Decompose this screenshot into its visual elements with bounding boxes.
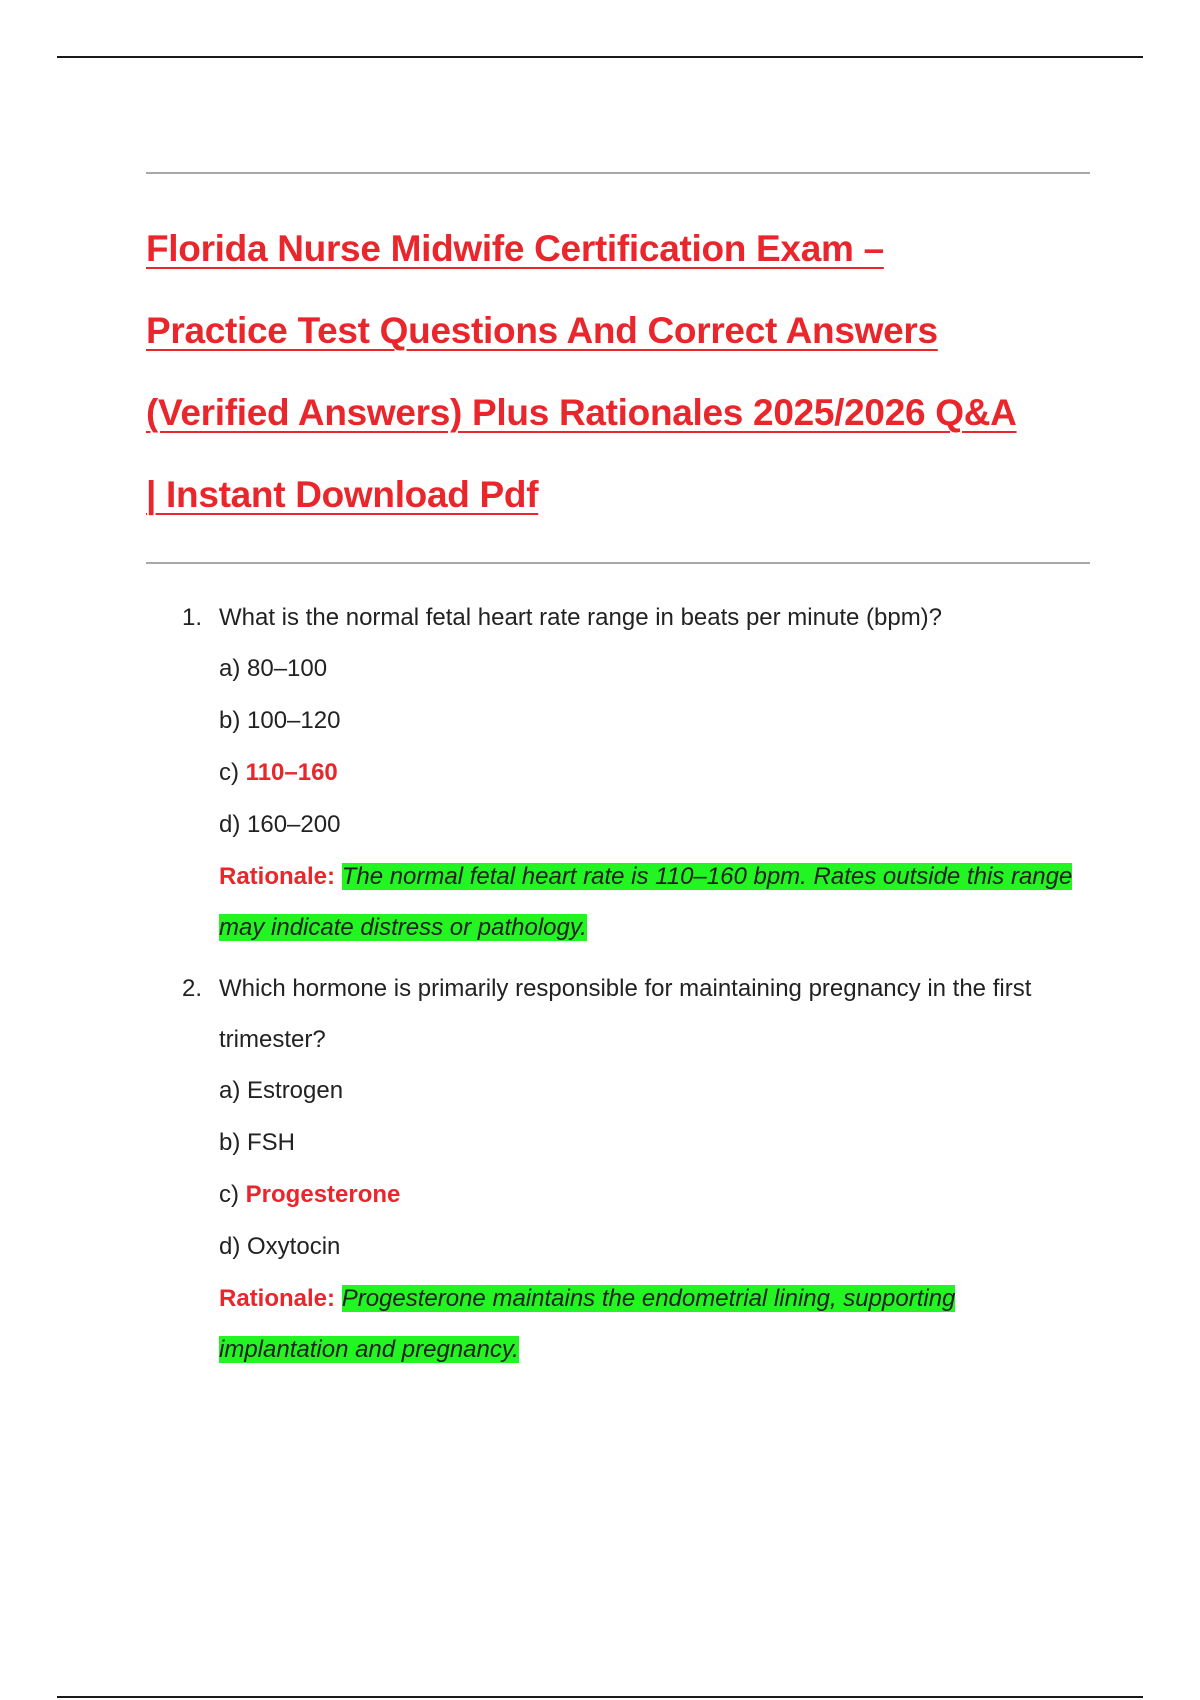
correct-answer-text: Progesterone bbox=[245, 1181, 401, 1208]
question-item bbox=[182, 592, 1082, 953]
answer-option bbox=[219, 799, 1082, 851]
question-number: 1. bbox=[182, 604, 203, 631]
answer-option bbox=[219, 1221, 1082, 1273]
option-letter: d) bbox=[219, 1233, 241, 1260]
rationale-label: Rationale: bbox=[219, 1285, 336, 1312]
answer-option-correct bbox=[219, 747, 1082, 799]
rationale-text: The normal fetal heart rate is 110–160 bpm. Rates outside this range may indicate distress or pathology. bbox=[219, 863, 1073, 941]
answer-option bbox=[219, 1065, 1082, 1117]
option-text: Oxytocin bbox=[247, 1233, 341, 1260]
page-top-rule bbox=[57, 56, 1143, 58]
answer-options bbox=[219, 643, 1082, 851]
answer-option bbox=[219, 695, 1082, 747]
title-line: Practice Test Questions And Correct Answers bbox=[146, 310, 938, 351]
option-letter: a) bbox=[219, 655, 241, 682]
option-letter: c) bbox=[219, 1181, 239, 1208]
option-letter: b) bbox=[219, 707, 241, 734]
question-list bbox=[182, 592, 1082, 1385]
rationale bbox=[219, 1273, 1082, 1375]
title-bottom-rule bbox=[146, 562, 1090, 564]
question-text: Which hormone is primarily responsible for maintaining pregnancy in the first trimester? bbox=[219, 975, 1032, 1053]
rationale-text: Progesterone maintains the endometrial lining, supporting implantation and pregnancy. bbox=[219, 1285, 956, 1363]
answer-option bbox=[219, 643, 1082, 695]
rationale-label: Rationale: bbox=[219, 863, 336, 890]
title-line: | Instant Download Pdf bbox=[146, 474, 539, 515]
option-text: 160–200 bbox=[247, 811, 341, 838]
answer-option-correct bbox=[219, 1169, 1082, 1221]
option-letter: a) bbox=[219, 1077, 241, 1104]
document-title bbox=[146, 208, 1096, 536]
page-bottom-rule bbox=[57, 1696, 1143, 1698]
rationale bbox=[219, 851, 1082, 953]
option-letter: b) bbox=[219, 1129, 241, 1156]
option-letter: d) bbox=[219, 811, 241, 838]
option-text: FSH bbox=[247, 1129, 296, 1156]
title-line: (Verified Answers) Plus Rationales 2025/2026 Q&A bbox=[146, 392, 1017, 433]
question-number: 2. bbox=[182, 975, 203, 1002]
question-text: What is the normal fetal heart rate range in beats per minute (bpm)? bbox=[219, 604, 943, 631]
question-item bbox=[182, 963, 1082, 1375]
answer-option bbox=[219, 1117, 1082, 1169]
title-line: Florida Nurse Midwife Certification Exam – bbox=[146, 228, 884, 269]
option-text: 100–120 bbox=[247, 707, 341, 734]
option-letter: c) bbox=[219, 759, 239, 786]
title-top-rule bbox=[146, 172, 1090, 174]
option-text: Estrogen bbox=[247, 1077, 344, 1104]
correct-answer-text: 110–160 bbox=[245, 759, 338, 786]
option-text: 80–100 bbox=[247, 655, 328, 682]
answer-options bbox=[219, 1065, 1082, 1273]
